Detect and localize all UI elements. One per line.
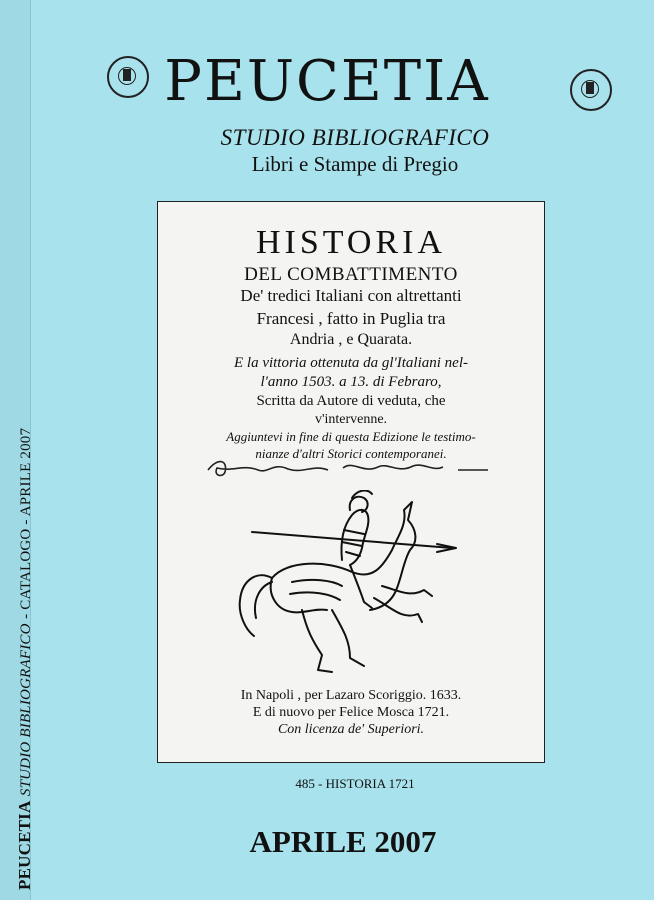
plate-line: nianze d'altri Storici contemporanei. <box>255 446 447 461</box>
knight-on-horse-illustration <box>232 490 472 685</box>
plate-line: Aggiuntevi in fine di questa Edizione le testimo- <box>226 429 476 444</box>
spine-subtitle: STUDIO BIBLIOGRAFICO <box>18 623 34 797</box>
plate-imprint: E di nuovo per Felice Mosca 1721. <box>252 705 450 720</box>
plate-imprint: In Napoli , per Lazaro Scoriggio. 1633. <box>240 688 462 703</box>
cover-subtitle: STUDIO BIBLIOGRAFICO <box>220 125 490 150</box>
plate-line: v'intervenne. <box>314 412 388 427</box>
handwritten-signature <box>203 452 493 482</box>
spine-text <box>15 428 35 890</box>
plate-line: l'anno 1503. a 13. di Febraro, <box>260 374 442 390</box>
cover-tagline: Libri e Stampe di Pregio <box>251 152 459 176</box>
plate-line: Andria , e Quarata. <box>289 331 413 348</box>
plate-line: Scritta da Autore di veduta, che <box>256 393 446 409</box>
plate-line: Francesi , fatto in Puglia tra <box>256 309 446 328</box>
title-page-reproduction <box>157 201 545 763</box>
catalog-date: APRILE 2007 <box>249 824 437 859</box>
spine-brand: PEUCETIA <box>15 800 34 890</box>
spine-catalog-date: - CATALOGO - APRILE 2007 <box>18 427 34 619</box>
plate-imprint: Con licenza de' Superiori. <box>277 722 425 737</box>
plate-caption: 485 - HISTORIA 1721 <box>295 776 415 791</box>
plate-title: HISTORIA <box>255 224 447 261</box>
plate-line: De' tredici Italiani con altrettanti <box>240 286 462 305</box>
plate-line: DEL COMBATTIMENTO <box>244 264 458 285</box>
cover-title: PEUCETIA <box>164 49 490 114</box>
plate-line: E la vittoria ottenuta da gl'Italiani nel- <box>233 355 469 371</box>
